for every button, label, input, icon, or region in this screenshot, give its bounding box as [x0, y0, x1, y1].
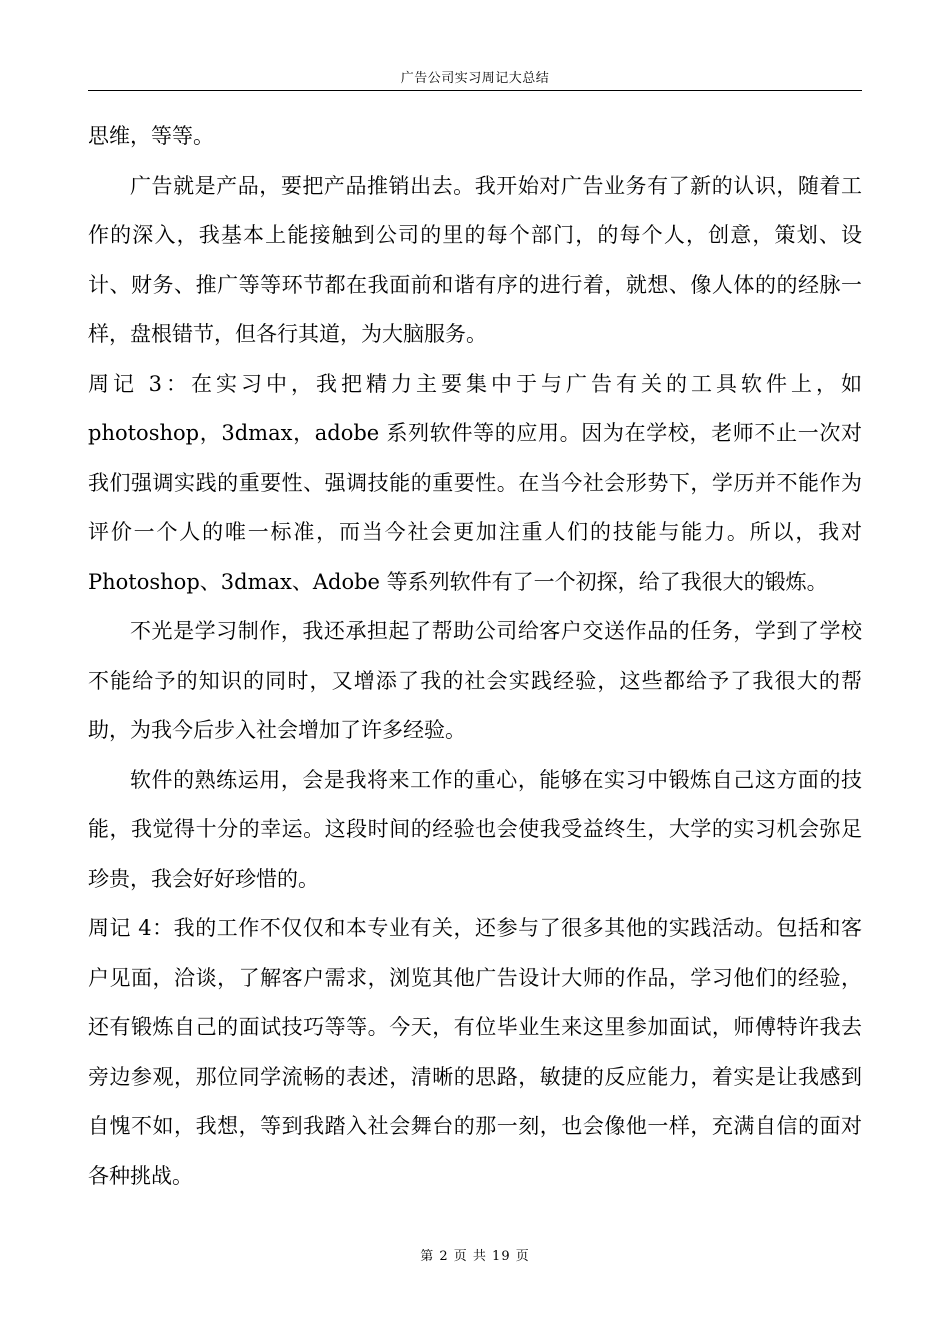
paragraph-continuation: 思维，等等。 [88, 124, 214, 148]
paragraph-weekly-note-4: 周记 4：我的工作不仅仅和本专业有关，还参与了很多其他的实践活动。包括和客户见面，洽谈，了解客户需求，浏览其他广告设计大师的作品，学习他们的经验，还有锻炼自己的面试技巧等等。今天，有位毕业生来这里参加面试，师傅特许我去旁边参观，那位同学流畅的表述，清晰的思路，敏捷的反应能力，着实是让我感到自愧不如，我想，等到我踏入社会舞台的那一刻，也会像他一样，充满自信的面对各种挑战。 [88, 916, 862, 1188]
document-title: 广告公司实习周记大总结 [400, 71, 550, 86]
page-header [88, 70, 862, 91]
paragraph-software-skills: 软件的熟练运用，会是我将来工作的重心，能够在实习中锻炼自己这方面的技能，我觉得十分的幸运。这段时间的经验也会使我受益终生，大学的实习机会弥足珍贵，我会好好珍惜的。 [88, 767, 862, 891]
page-footer [0, 1248, 950, 1266]
page-number: 第 2 页 共 19 页 [420, 1249, 530, 1264]
document-body [88, 112, 862, 1201]
paragraph-advertising-is-product: 广告就是产品，要把产品推销出去。我开始对广告业务有了新的认识，随着工作的深入，我基本上能接触到公司的里的每个部门，的每个人，创意，策划、设计、财务、推广等等环节都在我面前和谐有序的进行着，就想、像人体的的经脉一样，盘根错节，但各行其道，为大脑服务。 [88, 173, 862, 346]
paragraph-weekly-note-3: 周记 3：在实习中，我把精力主要集中于与广告有关的工具软件上，如 photoshop，3dmax，adobe 系列软件等的应用。因为在学校，老师不止一次对我们强调实践的重要性、强调技能的重要性。在当今社会形势下，学历并不能作为评价一个人的唯一标准，而当今社会更加注重人们的技能与能力。所以，我对 Photoshop、3dmax、Adobe 等系列软件有了一个初探，给了我很大的锻炼。 [88, 371, 862, 594]
paragraph-delivery-task: 不光是学习制作，我还承担起了帮助公司给客户交送作品的任务，学到了学校不能给予的知识的同时，又增添了我的社会实践经验，这些都给予了我很大的帮助，为我今后步入社会增加了许多经验。 [88, 619, 862, 742]
